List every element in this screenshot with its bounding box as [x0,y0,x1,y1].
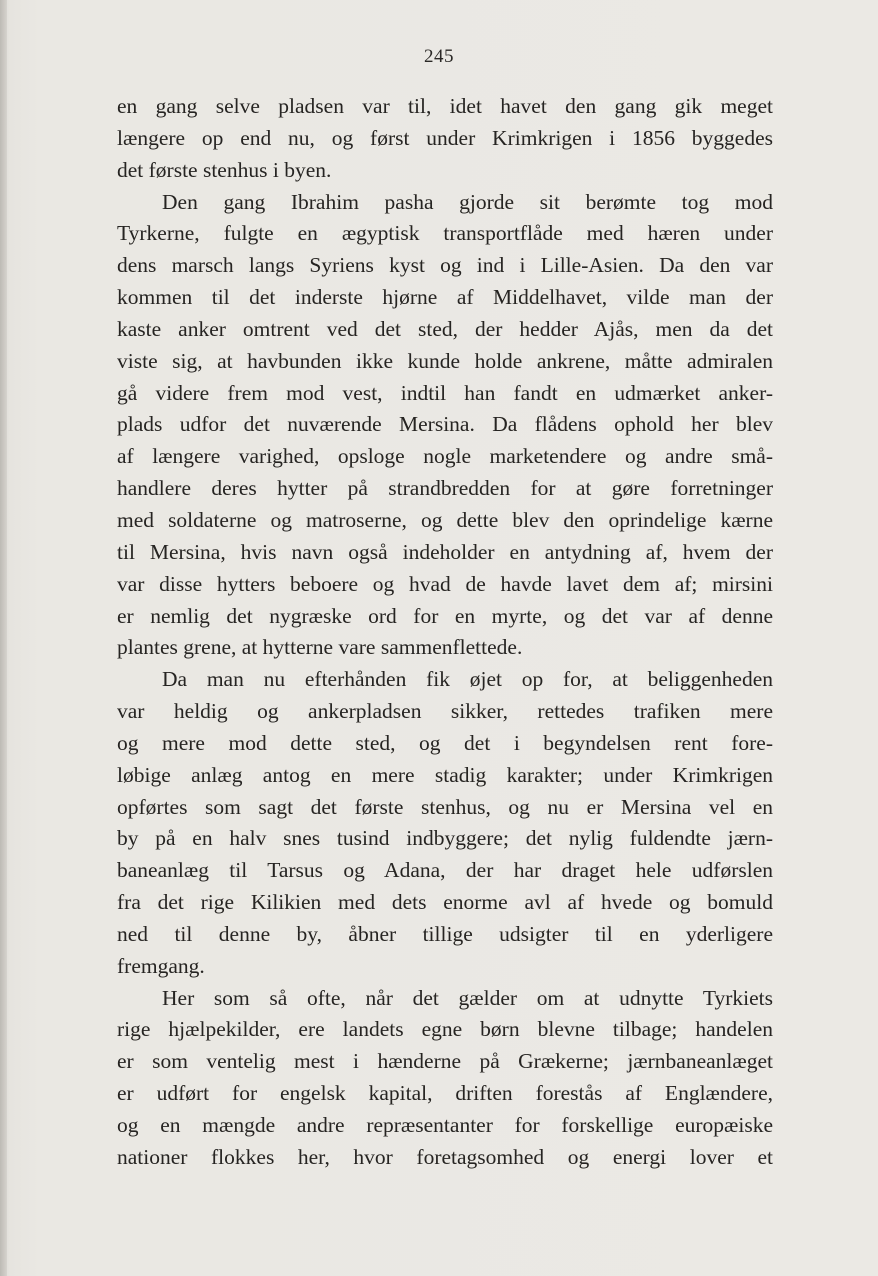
text-line: kommen til det inderste hjørne af Middelhavet, vilde man der [117,285,773,310]
text-line: kaste anker omtrent ved det sted, der hedder Ajås, men da det [117,316,773,341]
text-line: baneanlæg til Tarsus og Adana, der har draget hele udførslen [117,858,773,883]
text-line: Da man nu efterhånden fik øjet op for, at beliggenheden [162,667,773,692]
text-line: by på en halv snes tusind indbyggere; det nylig fuldendte jærn- [117,826,773,851]
text-line: plantes grene, at hytterne vare sammenflettede. [117,635,523,660]
text-line: er som ventelig mest i hænderne på Grækerne; jærnbaneanlæget [117,1049,773,1074]
paragraph [117,983,773,1174]
text-line: dens marsch langs Syriens kyst og ind i Lille-Asien. Da den var [117,253,773,278]
body-text [117,91,773,1174]
text-line: en gang selve pladsen var til, idet havet den gang gik meget [117,94,773,118]
text-line: det første stenhus i byen. [117,157,332,182]
page-number: 245 [424,46,454,67]
binding-edge [0,0,7,1276]
text-line: var disse hytters beboere og hvad de havde lavet dem af; mirsini [117,571,773,596]
text-line: handlere deres hytter på strandbredden for at gøre forretninger [117,476,773,501]
text-line: Den gang Ibrahim pasha gjorde sit berømte tog mod [162,189,773,214]
text-line: ned til denne by, åbner tillige udsigter til en yderligere [117,921,773,946]
text-line: fra det rige Kilikien med dets enorme avl af hvede og bomuld [117,890,773,915]
text-line: og en mængde andre repræsentanter for forskellige europæiske [117,1113,773,1137]
text-line: viste sig, at havbunden ikke kunde holde ankrene, måtte admiralen [117,348,773,373]
text-line: gå videre frem mod vest, indtil han fandt en udmærket anker- [117,380,773,405]
text-line: løbige anlæg antog en mere stadig karakter; under Krimkrigen [117,762,773,787]
paragraph [117,91,773,187]
text-line: med soldaterne og matroserne, og dette blev den oprindelige kærne [117,507,773,532]
paragraph [117,664,773,982]
text-line: Her som så ofte, når det gælder om at udnytte Tyrkiets [162,985,773,1010]
text-line: var heldig og ankerpladsen sikker, rettedes trafiken mere [117,699,773,724]
text-line: er nemlig det nygræske ord for en myrte, og det var af denne [117,603,773,628]
text-line: og mere mod dette sted, og det i begyndelsen rent fore- [117,730,773,755]
text-line: af længere varighed, opsloge nogle marketendere og andre små- [117,444,773,469]
text-line: Tyrkerne, fulgte en ægyptisk transportflåde med hæren under [117,221,773,246]
text-line: opførtes som sagt det første stenhus, og nu er Mersina vel en [117,794,773,819]
text-line: længere op end nu, og først under Krimkrigen i 1856 byggedes [117,125,773,150]
text-line: til Mersina, hvis navn også indeholder en antydning af, hvem der [117,539,773,564]
text-line: fremgang. [117,953,205,978]
text-line: er udført for engelsk kapital, driften forestås af Englændere, [117,1081,773,1106]
text-line: plads udfor det nuværende Mersina. Da flådens ophold her blev [117,412,773,437]
text-line: nationer flokkes her, hvor foretagsomhed og energi lover et [117,1144,773,1169]
text-line: rige hjælpekilder, ere landets egne børn blevne tilbage; handelen [117,1017,773,1042]
paragraph [117,187,773,665]
